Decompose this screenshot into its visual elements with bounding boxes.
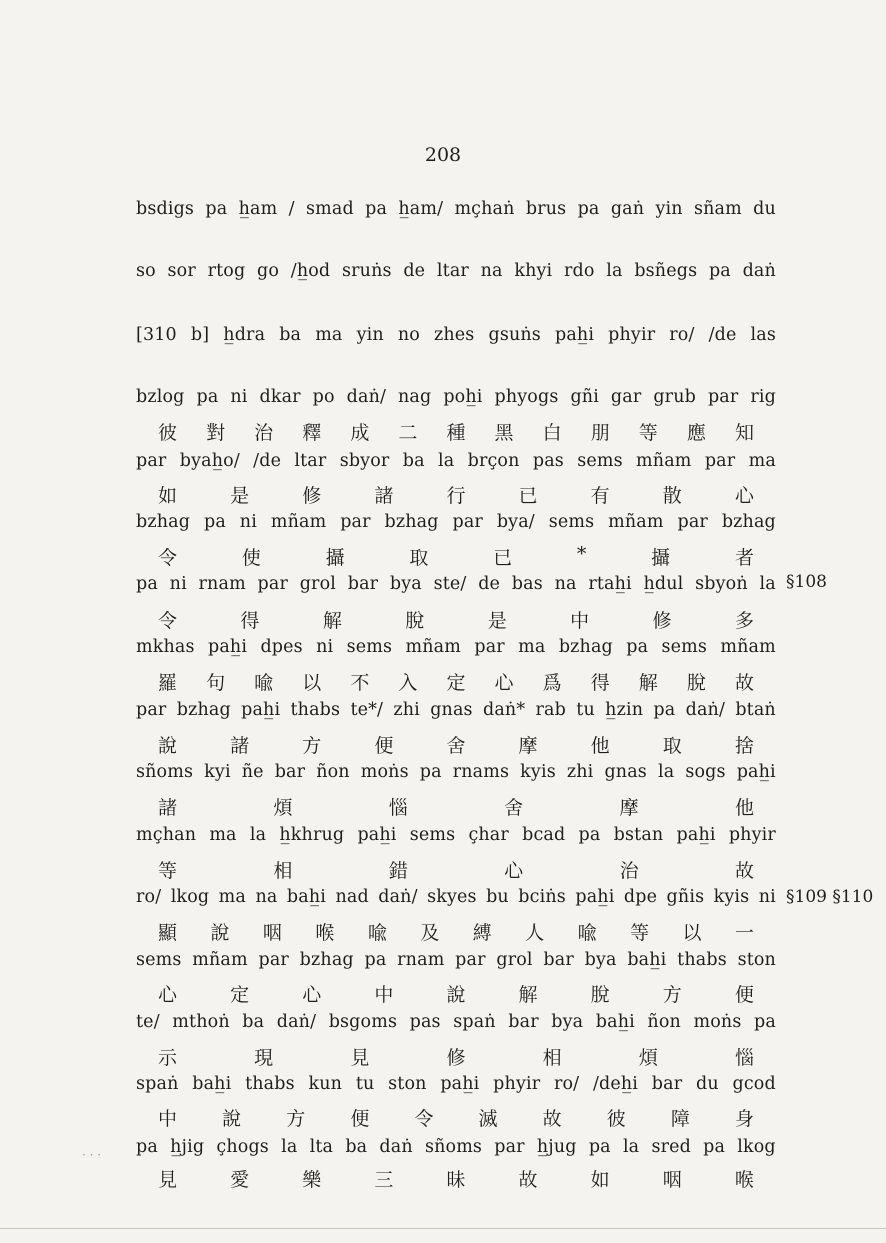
chinese-gloss-line: 示 現 見 修 相 煩 惱 — [158, 1047, 754, 1069]
chinese-gloss-line: 令 得 解 脫 是 中 修 多 — [158, 610, 754, 632]
tibetan-line: par bzhag pah̲i thabs te*/ zhi gnas daṅ* rab tu h̲zin pa daṅ/ btaṅ — [136, 700, 776, 720]
tibetan-line: bzhag pa ni mñam par bzhag par bya/ sems mñam par bzhag — [136, 512, 776, 532]
tibetan-line: sems mñam par bzhag pa rnam par grol bar bya bah̲i thabs ston — [136, 950, 776, 970]
tibetan-line: ro/ lkog ma na bah̲i nad daṅ/ skyes bu bciṅs pah̲i dpe gñis kyis ni — [136, 887, 776, 907]
tibetan-line: spaṅ bah̲i thabs kun tu ston pah̲i phyir ro/ /deh̲i bar du gcod — [136, 1074, 776, 1094]
chinese-gloss-line: 見 愛 樂 三 昧 故 如 咽 喉 — [158, 1169, 754, 1191]
tibetan-line: par byah̲o/ /de ltar sbyor ba la brçon pas sems mñam par ma — [136, 451, 776, 471]
bottom-rule — [0, 1228, 886, 1229]
chinese-gloss-line: 顯 說 咽 喉 喩 及 縛 人 喩 等 以 一 — [158, 922, 754, 944]
chinese-gloss-line: 等 相 錯 心 治 故 — [158, 860, 754, 882]
chinese-gloss-line: 諸 煩 惱 舍 摩 他 — [158, 797, 754, 819]
chinese-gloss-line: 說 諸 方 便 舍 摩 他 取 捨 — [158, 735, 754, 757]
chinese-gloss-line: 如 是 修 諸 行 已 有 散 心 — [158, 485, 754, 507]
margin-note-section-109-110: §109 §110 — [786, 887, 874, 907]
chinese-gloss-line: 彼 對 治 釋 成 二 種 黑 白 朋 等 應 知 — [158, 422, 754, 444]
tibetan-line: pa ni rnam par grol bar bya ste/ de bas na rtah̲i h̲dul sbyoṅ la — [136, 574, 776, 594]
tibetan-line: bsdigs pa h̲am / smad pa h̲am/ mçhaṅ brus pa gaṅ yin sñam du — [136, 199, 776, 219]
chinese-gloss-line: 心 定 心 中 說 解 脫 方 便 — [158, 984, 754, 1006]
tibetan-line: mçhan ma la h̲khrug pah̲i sems çhar bcad pa bstan pah̲i phyir — [136, 825, 776, 845]
tibetan-line: sñoms kyi ñe bar ñon moṅs pa rnams kyis zhi gnas la sogs pah̲i — [136, 762, 776, 782]
tibetan-line: so sor rtog go /h̲od sruṅs de ltar na khyi rdo la bsñegs pa daṅ — [136, 261, 776, 281]
chinese-gloss-line: 羅 句 喩 以 不 入 定 心 爲 得 解 脫 故 — [158, 672, 754, 694]
tibetan-line: [310 b] h̲dra ba ma yin no zhes gsuṅs pah̲i phyir ro/ /de las — [136, 325, 776, 345]
tibetan-line: te/ mthoṅ ba daṅ/ bsgoms pas spaṅ bar bya bah̲i ñon moṅs pa — [136, 1012, 776, 1032]
chinese-gloss-line: 中 說 方 便 令 滅 故 彼 障 身 — [158, 1108, 754, 1130]
page-number: 208 — [424, 144, 462, 166]
tibetan-line: pa h̲jig çhogs la lta ba daṅ sñoms par h̲jug pa la sred pa lkog — [136, 1137, 776, 1157]
tibetan-line: mkhas pah̲i dpes ni sems mñam par ma bzhag pa sems mñam — [136, 637, 776, 657]
chinese-gloss-line: 令 使 攝 取 已 * 攝 者 — [158, 543, 754, 569]
margin-note-section-108: §108 — [786, 572, 827, 592]
tibetan-line: bzlog pa ni dkar po daṅ/ nag poh̲i phyogs gñi gar grub par rig — [136, 387, 776, 407]
page-specks: · · · — [82, 1148, 102, 1162]
